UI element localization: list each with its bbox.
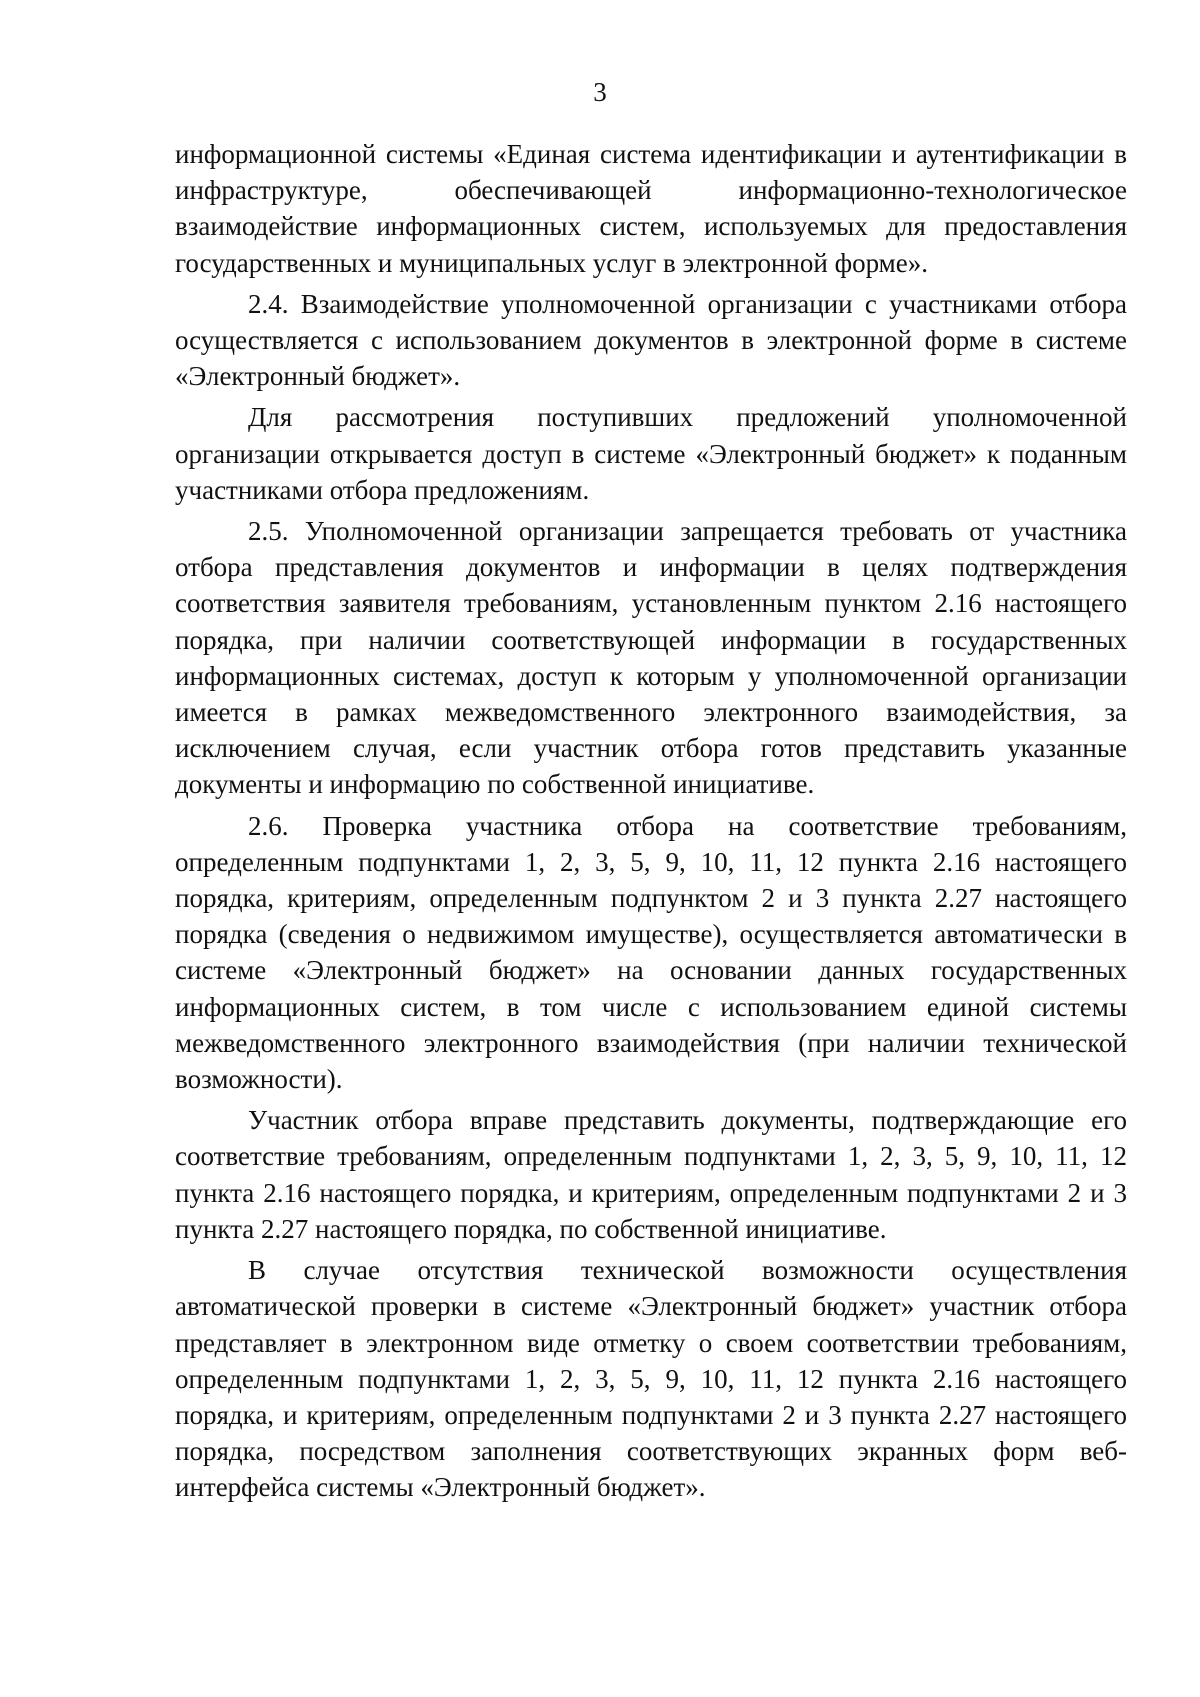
paragraph-continuation: информационной системы «Единая система идентификации и аутентификации в инфраструктуре, обеспечивающей информационно-технологическое взаимодействие информационных систем, используемых для предоставления государственных и муниципальных услуг в электронной форме».: [175, 139, 1127, 278]
paragraph-2-6: 2.6. Проверка участника отбора на соответствие требованиям, определенным подпунктами 1, 2, 3, 5, 9, 10, 11, 12 пункта 2.16 настоящего порядка, критериям, определенным подпунктом 2 и 3 пункта 2.27 настоящего порядка (сведения о недвижимом имуществе), осуществляется автоматически в системе «Электронный бюджет» на основании данных государственных информационных систем, в том числе с использованием единой системы межведомственного электронного взаимодействия (при наличии технической возможности).: [175, 810, 1127, 1095]
paragraph-2-5: 2.5. Уполномоченной организации запрещается требовать от участника отбора представления документов и информации в целях подтверждения соответствия заявителя требованиям, установленным пунктом 2.16 настоящего порядка, при наличии соответствующей информации в государственных информационных системах, доступ к которым у уполномоченной организации имеется в рамках межведомственного электронного взаимодействия, за исключением случая, если участник отбора готов представить указанные документы и информацию по собственной инициативе.: [175, 516, 1127, 800]
paragraph-2-4: 2.4. Взаимодействие уполномоченной организации с участниками отбора осуществляется с использованием документов в электронной форме в системе «Электронный бюджет».: [175, 288, 1127, 392]
paragraph-participant-right: Участник отбора вправе представить документы, подтверждающие его соответствие требованиям, определенным подпунктами 1, 2, 3, 5, 9, 10, 11, 12 пункта 2.16 настоящего порядка, и критериям, определенным подпунктами 2 и 3 пункта 2.27 настоящего порядка, по собственной инициативе.: [175, 1105, 1127, 1244]
page-number: 3: [593, 77, 607, 107]
paragraph-access: Для рассмотрения поступивших предложений уполномоченной организации открывается доступ в системе «Электронный бюджет» к поданным участниками отбора предложениям.: [175, 402, 1127, 505]
document-body: [175, 136, 1127, 1506]
paragraph-no-technical-possibility: В случае отсутствия технической возможности осуществления автоматической проверки в системе «Электронный бюджет» участник отбора представляет в электронном виде отметку о своем соответствии требованиям, определенным подпунктами 1, 2, 3, 5, 9, 10, 11, 12 пункта 2.16 настоящего порядка, и критериям, определенным подпунктами 2 и 3 пункта 2.27 настоящего порядка, посредством заполнения соответствующих экранных форм веб-интерфейса системы «Электронный бюджет».: [175, 1255, 1127, 1503]
